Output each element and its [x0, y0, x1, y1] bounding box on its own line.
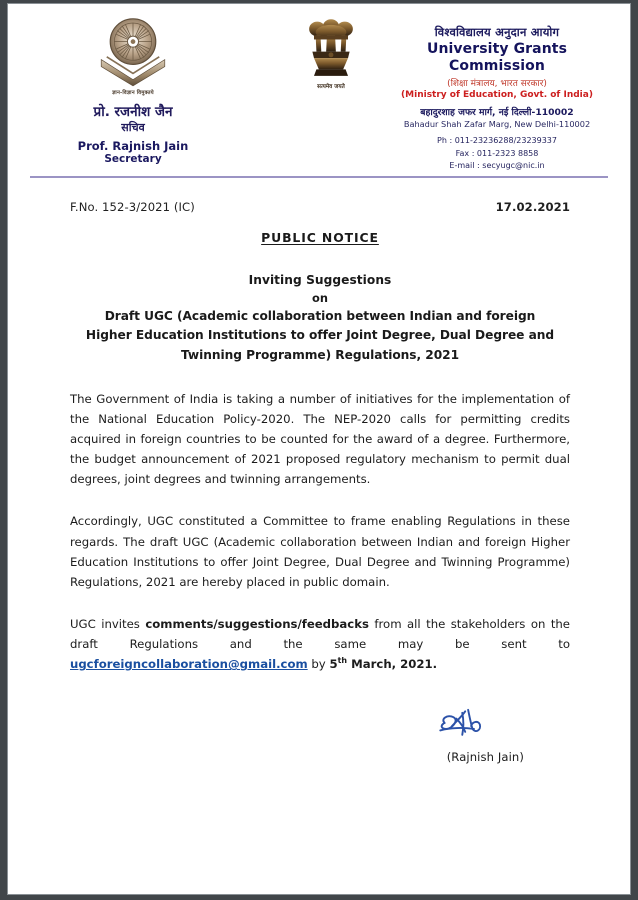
ministry-name-hindi: (शिक्षा मंत्रालय, भारत सरकार)	[447, 78, 547, 89]
emblem-motto: सत्यमेव जयते	[317, 84, 345, 90]
contact-details	[382, 135, 612, 172]
reference-line	[70, 200, 570, 214]
phone-number: Ph : 011-23236288/23239337	[437, 136, 557, 146]
secretary-name-hindi: प्रो. रजनीश जैन	[93, 104, 173, 121]
subject-line-4: Higher Education Institutions to offer Joint Degree, Dual Degree and	[85, 328, 555, 343]
file-number: F.No. 152-3/2021 (IC)	[70, 200, 195, 214]
subject-line-5: Twinning Programme) Regulations, 2021	[180, 347, 460, 362]
body-paragraph-1: The Government of India is taking a number of initiatives for the implementation of the National Education Policy-2020. The NEP-2020 calls for permitting credits acquired in foreign countries to be counted for the award of a degree. Furthermore, the budget announcement of 2021 proposed regulatory mechanism to permit dual degrees, joint degrees and twinning arrangements.	[70, 391, 570, 487]
ministry-name-english: (Ministry of Education, Govt. of India)	[401, 89, 593, 100]
letterhead-left-block	[38, 14, 228, 167]
subject-line-1: Inviting Suggestions	[248, 273, 392, 287]
page-title: PUBLIC NOTICE	[261, 230, 379, 245]
india-national-emblem-icon	[302, 16, 360, 84]
deadline-day: 5	[329, 657, 338, 672]
secretary-name-english: Prof. Rajnish Jain	[77, 139, 189, 154]
letterhead-divider	[30, 176, 608, 178]
address-english: Bahadur Shah Zafar Marg, New Delhi-110002	[403, 119, 591, 130]
document-page	[8, 4, 630, 894]
para3-text-2: from all the stakeholders on the draft Regulations and the same may be sent to	[70, 616, 570, 652]
para3-text-3: by	[307, 657, 330, 672]
subject-block	[70, 271, 570, 365]
secretary-title-english: Secretary	[104, 153, 162, 166]
address-hindi: बहादुरशाह जफर मार्ग, नई दिल्ली-110002	[420, 106, 574, 118]
letterhead-right-block	[382, 26, 612, 172]
submission-email-link[interactable]: ugcforeigncollaboration@gmail.com	[70, 657, 308, 672]
document-body	[8, 200, 630, 764]
para3-text-1: UGC invites	[70, 616, 146, 631]
email-address: E-mail : secyugc@nic.in	[449, 160, 545, 170]
deadline-ordinal-suffix: th	[337, 656, 348, 666]
letterhead-center-block	[276, 16, 386, 91]
para3-emphasis: comments/suggestions/feedbacks	[145, 616, 369, 631]
signature-block	[70, 704, 570, 764]
deadline-month-year: March, 2021.	[347, 657, 438, 672]
letterhead	[8, 4, 630, 172]
fax-number: Fax : 011-2323 8858	[455, 148, 539, 158]
organisation-name-english: University Grants Commission	[426, 40, 568, 75]
secretary-title-hindi: सचिव	[121, 120, 145, 134]
notice-date: 17.02.2021	[495, 200, 570, 214]
organisation-name-hindi: विश्वविद्यालय अनुदान आयोग	[434, 25, 560, 39]
subject-line-2: on	[312, 290, 328, 305]
ugc-chakra-logo-icon	[91, 14, 175, 90]
handwritten-signature-icon	[430, 704, 496, 748]
body-paragraph-2: Accordingly, UGC constituted a Committee to frame enabling Regulations in these regards. The draft UGC (Academic collaboration between Indian and foreign Higher Education Institutions to offer Joint Degree, Dual Degree and Twinning Programme) Regulations, 2021 are hereby placed in public domain.	[70, 514, 570, 589]
body-paragraph-3	[70, 614, 570, 674]
signatory-name: (Rajnish Jain)	[446, 750, 524, 765]
ugc-logo-motto: ज्ञान-विज्ञान विमुक्तये	[112, 90, 154, 96]
subject-line-3: Draft UGC (Academic collaboration between Indian and foreign	[104, 309, 536, 324]
